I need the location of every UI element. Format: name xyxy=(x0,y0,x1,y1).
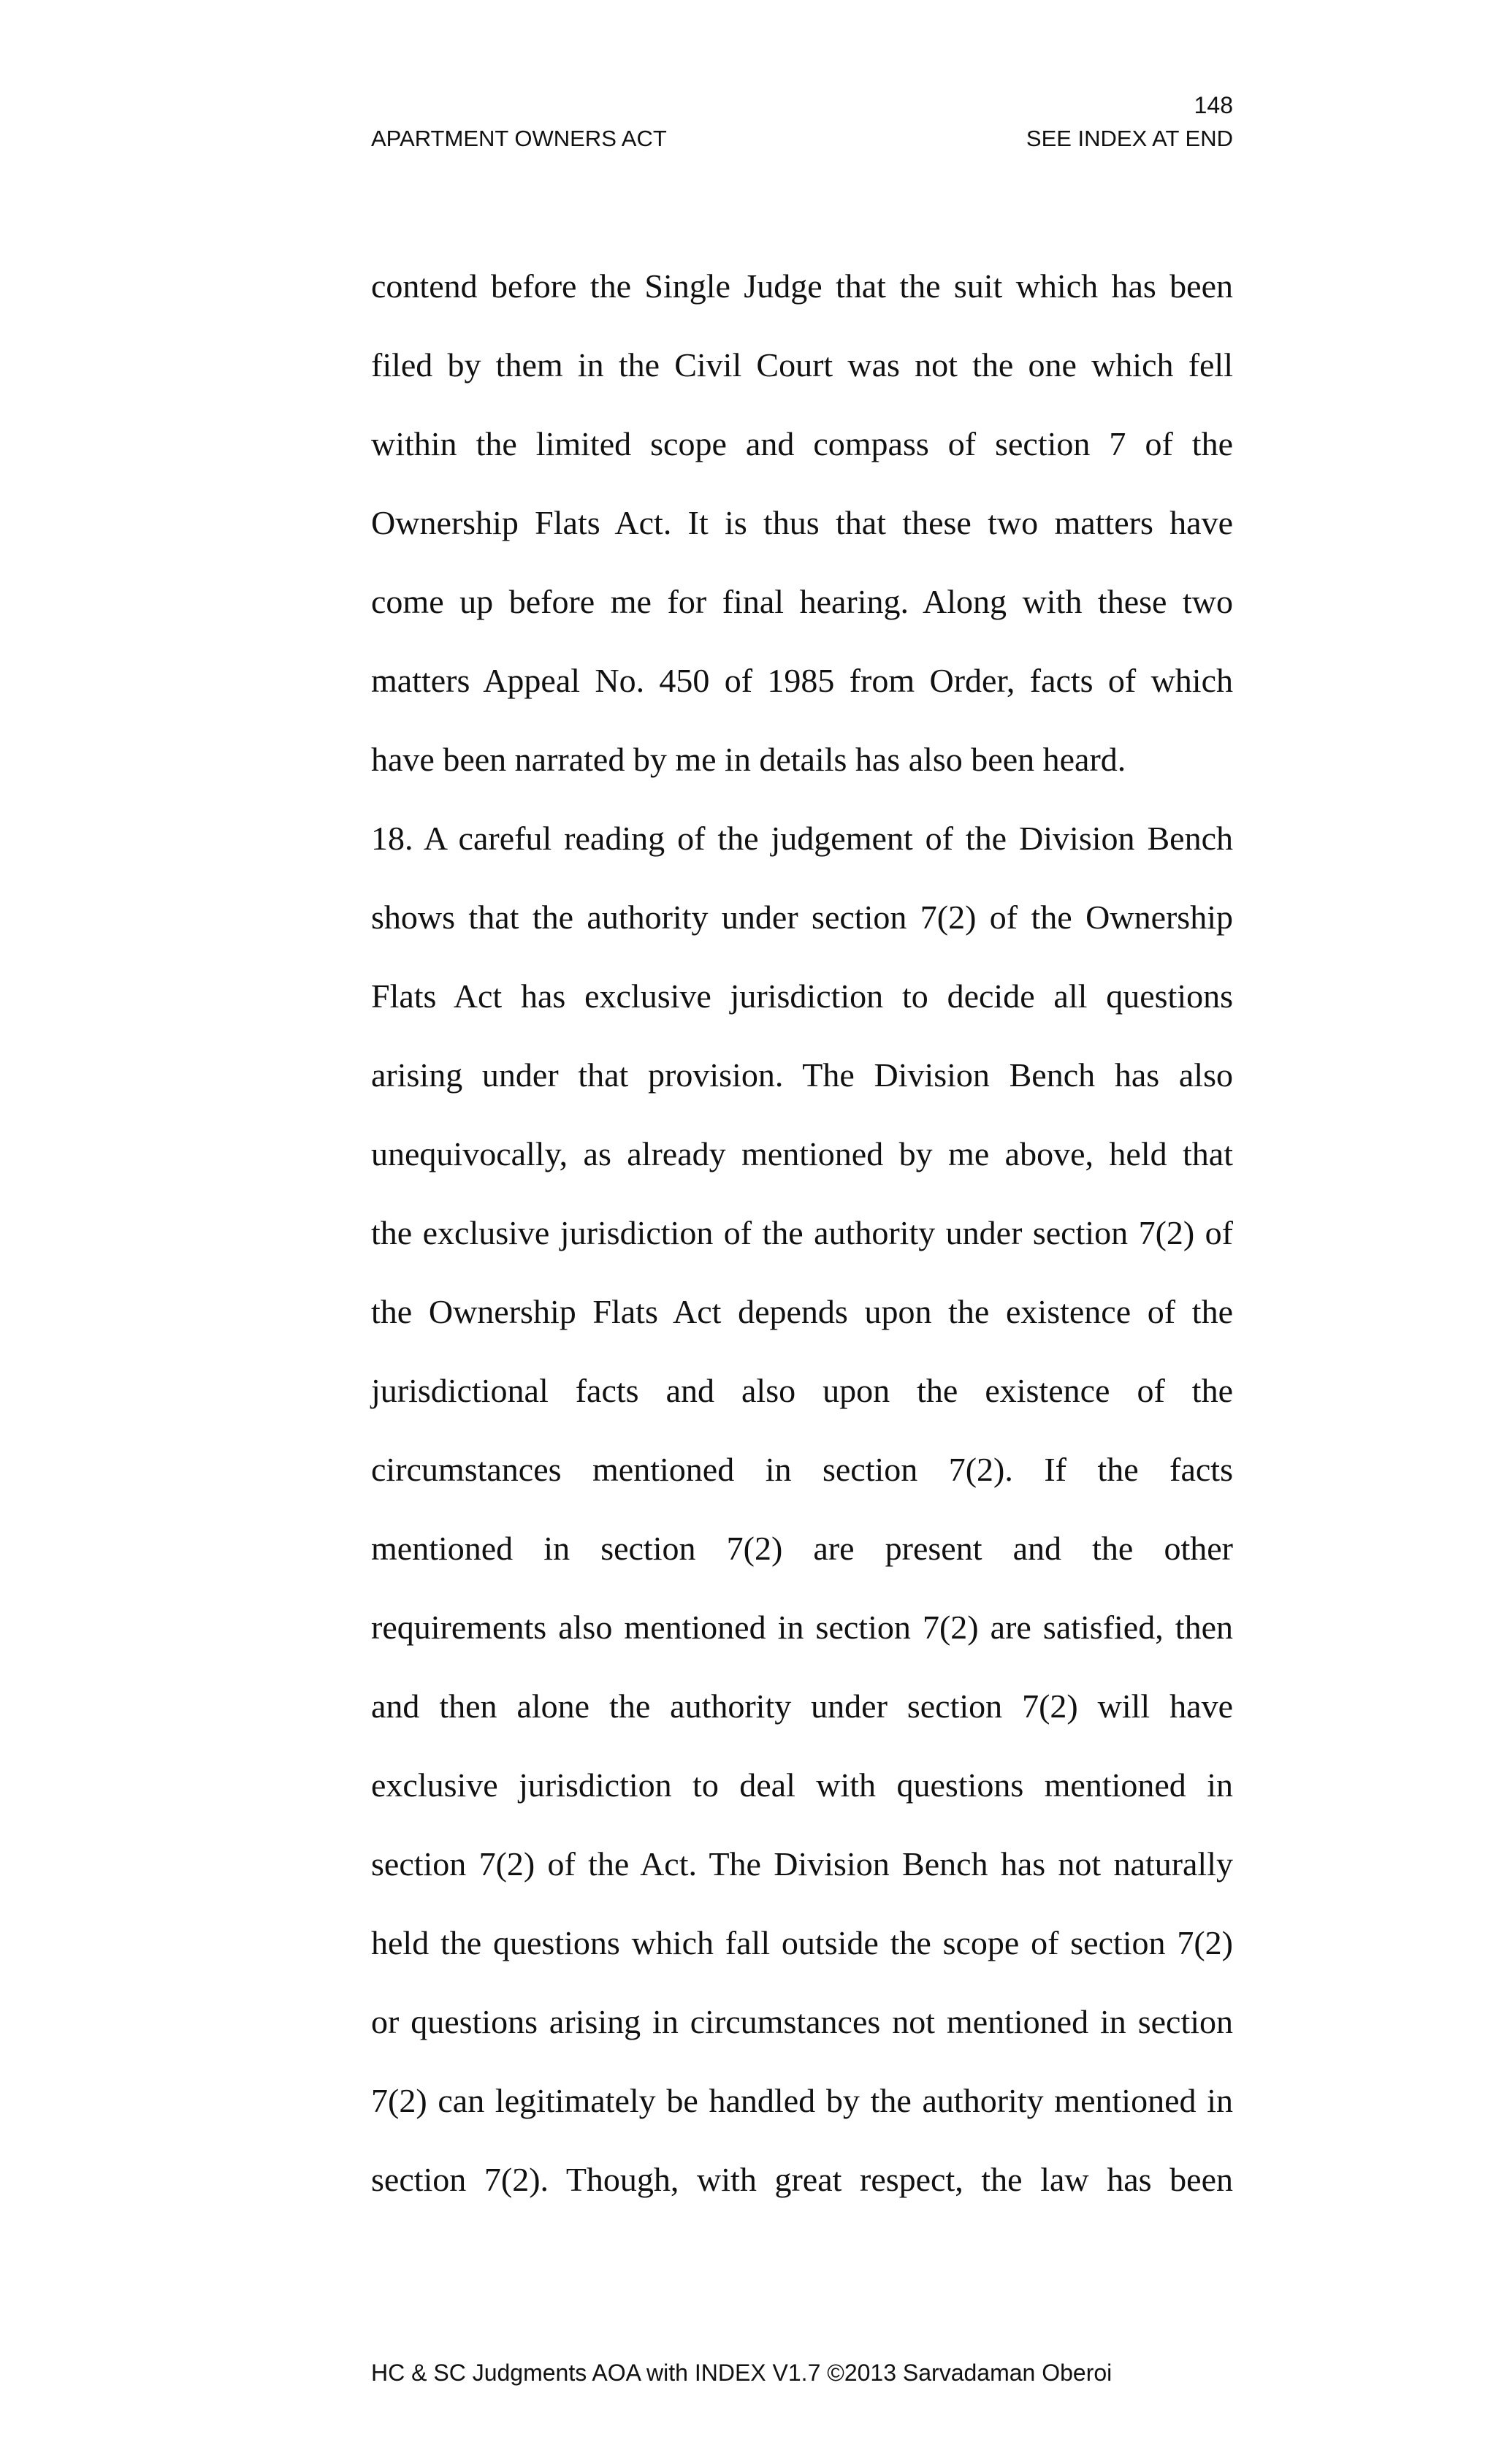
text-line: 7(2) can legitimately be handled by the authority mentioned in xyxy=(371,2082,1233,2119)
text-line: circumstances mentioned in section 7(2). If the facts xyxy=(371,1451,1233,1488)
running-header-title: APARTMENT OWNERS ACT xyxy=(371,126,667,151)
text-line: arising under that provision. The Division Bench has also xyxy=(371,1056,1233,1094)
text-line: the Ownership Flats Act depends upon the existence of the xyxy=(371,1293,1233,1330)
page-number: 148 xyxy=(1194,92,1233,118)
text-line: or questions arising in circumstances not mentioned in section xyxy=(371,2003,1233,2040)
text-line: filed by them in the Civil Court was not the one which fell xyxy=(371,346,1233,384)
text-line: the exclusive jurisdiction of the authority under section 7(2) of xyxy=(371,1214,1233,1251)
text-line: requirements also mentioned in section 7(2) are satisfied, then xyxy=(371,1609,1233,1646)
text-line: unequivocally, as already mentioned by me above, held that xyxy=(371,1135,1233,1172)
text-line: Ownership Flats Act. It is thus that these two matters have xyxy=(371,504,1233,541)
paragraph-18-first-line: 18. A careful reading of the judgement of the Division Bench xyxy=(371,820,1233,857)
text-line: within the limited scope and compass of section 7 of the xyxy=(371,425,1233,462)
text-line: come up before me for final hearing. Along with these two xyxy=(371,583,1233,620)
text-line: jurisdictional facts and also upon the existence of the xyxy=(371,1372,1233,1409)
text-line: shows that the authority under section 7(2) of the Ownership xyxy=(371,899,1233,936)
text-line: section 7(2) of the Act. The Division Bench has not naturally xyxy=(371,1845,1233,1883)
judgment-body-text xyxy=(371,264,1233,2237)
text-line: and then alone the authority under section 7(2) will have xyxy=(371,1687,1233,1725)
text-line: matters Appeal No. 450 of 1985 from Order, facts of which xyxy=(371,662,1233,699)
text-line: exclusive jurisdiction to deal with questions mentioned in xyxy=(371,1766,1233,1804)
paragraph-end-line: have been narrated by me in details has also been heard. xyxy=(371,741,1126,778)
text-line: section 7(2). Though, with great respect, the law has been xyxy=(371,2161,1233,2198)
text-line: held the questions which fall outside the scope of section 7(2) xyxy=(371,1924,1233,1961)
running-header-index-note: SEE INDEX AT END xyxy=(1026,126,1233,151)
text-line: mentioned in section 7(2) are present and the other xyxy=(371,1530,1233,1567)
text-line: Flats Act has exclusive jurisdiction to decide all questions xyxy=(371,977,1233,1015)
text-line: contend before the Single Judge that the suit which has been xyxy=(371,267,1233,305)
page-footer: HC & SC Judgments AOA with INDEX V1.7 ©2013 Sarvadaman Oberoi xyxy=(371,2360,1113,2386)
